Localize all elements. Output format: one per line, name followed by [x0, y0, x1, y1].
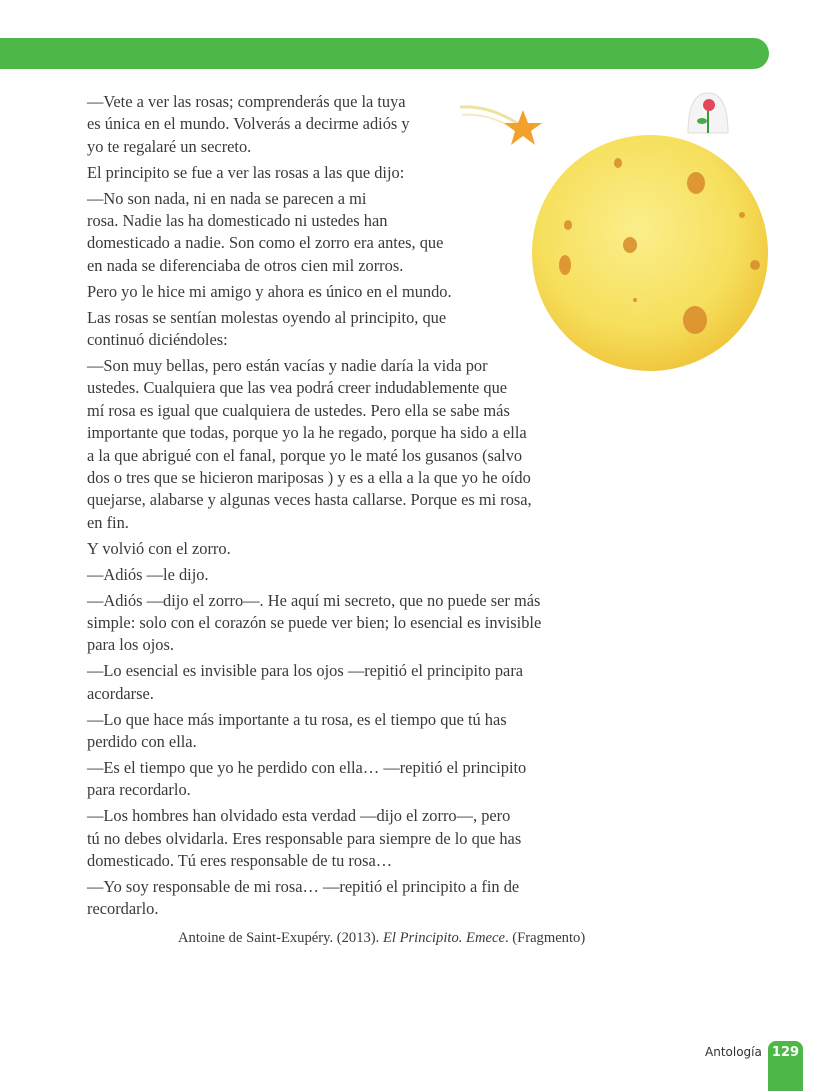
text-line: en fin. [87, 512, 129, 532]
paragraph [87, 876, 607, 921]
citation-title: El Principito. Emece [382, 930, 505, 946]
text-line: a la que abrigué con el fanal, porque yo le maté los gusanos (salvo [87, 445, 523, 465]
citation-suffix: . (Fragmento) [504, 930, 586, 946]
text-line: —Son muy bellas, pero están vacías y nadie daría la vida por [87, 355, 488, 375]
header-green-bar [0, 38, 769, 69]
text-line: —Es el tiempo que yo he perdido con ella… —repitió el principito [87, 757, 527, 777]
text-line: en nada se diferenciaba de otros cien mil zorros. [87, 255, 404, 275]
text-line: para los ojos. [87, 635, 174, 655]
text-line: para recordarlo. [87, 780, 191, 800]
text-line: —Yo soy responsable de mi rosa… —repitió el principito a fin de [87, 876, 520, 896]
paragraph [87, 590, 607, 657]
planet-icon [532, 135, 768, 371]
text-line: —No son nada, ni en nada se parecen a mi [87, 188, 367, 208]
citation-author: Antoine de Saint-Exupéry. (2013). [178, 930, 383, 946]
text-line: recordarlo. [87, 899, 159, 919]
text-line: yo te regalaré un secreto. [87, 136, 252, 156]
page-number: 129 [768, 1041, 803, 1091]
text-line: acordarse. [87, 683, 154, 703]
paragraph [87, 757, 607, 802]
text-line: —Los hombres han olvidado esta verdad —dijo el zorro—, pero [87, 806, 511, 826]
paragraph [87, 709, 607, 754]
shooting-star-icon [460, 107, 542, 145]
text-line: —Vete a ver las rosas; comprenderás que la tuya [87, 92, 406, 111]
text-line: simple: solo con el corazón se puede ver bien; lo esencial es invisible [87, 612, 542, 632]
section-label: Antología [705, 1045, 762, 1059]
text-line: Las rosas se sentían molestas oyendo al principito, que [87, 307, 447, 327]
paragraph [87, 805, 607, 872]
text-line: El principito se fue a ver las rosas a las que dijo: [87, 162, 405, 182]
paragraph [87, 660, 607, 705]
text-line: domesticado. Tú eres responsable de tu rosa… [87, 851, 393, 870]
text-line: perdido con ella. [87, 731, 197, 751]
text-line: —Lo esencial es invisible para los ojos —repitió el principito para [87, 661, 524, 681]
text-line: ustedes. Cualquiera que las vea podrá creer indudablemente que [87, 378, 508, 398]
rose-under-glass-icon [688, 93, 728, 133]
text-line: importante que todas, porque yo la he regado, porque ha sido a ella [87, 423, 527, 443]
text-line: continuó diciéndoles: [87, 330, 228, 350]
text-line: rosa. Nadie las ha domesticado ni ustedes han [87, 211, 388, 231]
text-line: es única en el mundo. Volverás a decirme adiós y [87, 114, 410, 134]
text-line: dos o tres que se hicieron mariposas ) y es a ella a la que yo he oído [87, 468, 531, 487]
text-line: domesticado a nadie. Son como el zorro era antes, que [87, 233, 444, 253]
planet-illustration [450, 85, 780, 385]
text-line: mí rosa es igual que cualquiera de ustedes. Pero ella se sabe más [87, 400, 510, 420]
paragraph [87, 564, 607, 586]
citation [178, 930, 585, 947]
text-line: Pero yo le hice mi amigo y ahora es único en el mundo. [87, 281, 452, 301]
text-line: —Adiós —dijo el zorro—. He aquí mi secreto, que no puede ser más [87, 590, 541, 610]
text-line: —Lo que hace más importante a tu rosa, es el tiempo que tú has [87, 709, 507, 729]
text-line: Y volvió con el zorro. [87, 538, 231, 558]
text-line: quejarse, alabarse y algunas veces hasta callarse. Porque es mi rosa, [87, 490, 532, 510]
text-line: tú no debes olvidarla. Eres responsable para siempre de lo que has [87, 828, 522, 848]
text-line: —Adiós —le dijo. [87, 564, 209, 584]
paragraph [87, 538, 607, 560]
